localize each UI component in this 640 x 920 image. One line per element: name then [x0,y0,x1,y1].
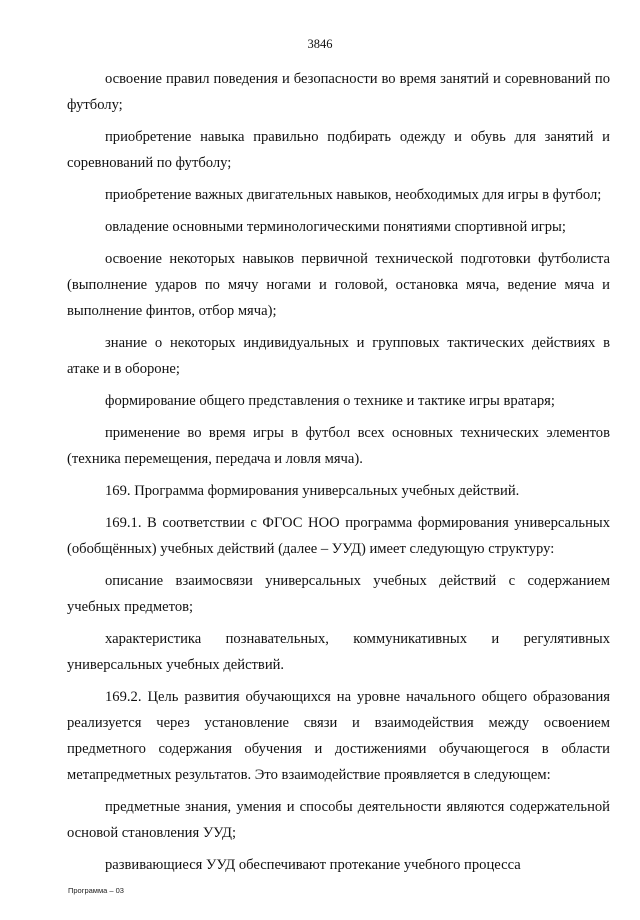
paragraph: развивающиеся УУД обеспечивают протекание учебного процесса [105,857,521,873]
paragraph: формирование общего представления о технике и тактике игры вратаря; [105,393,555,409]
section-heading: 169. Программа формирования универсальных учебных действий. [105,483,520,499]
paragraph: освоение правил поведения и безопасности во время занятий и соревнований по футболу; [67,71,610,113]
paragraph: характеристика познавательных, коммуникативных и регулятивных универсальных учебных действий. [67,631,610,673]
paragraph: приобретение важных двигательных навыков, необходимых для игры в футбол; [105,187,602,203]
paragraph: овладение основными терминологическими понятиями спортивной игры; [105,219,566,235]
document-body [67,66,610,884]
paragraph: применение во время игры в футбол всех основных технических элементов (техника перемещения, передача и ловля мяча). [67,425,610,467]
paragraph: приобретение навыка правильно подбирать одежду и обувь для занятий и соревнований по футболу; [67,129,610,171]
page-number: 3846 [307,37,333,51]
paragraph: 169.1. В соответствии с ФГОС НОО программа формирования универсальных (обобщённых) учебных действий (далее – УУД) имеет следующую структуру: [67,515,610,557]
paragraph: знание о некоторых индивидуальных и групповых тактических действиях в атаке и в обороне; [67,335,610,377]
footer-label: Программа – 03 [68,886,124,895]
paragraph: освоение некоторых навыков первичной технической подготовки футболиста (выполнение ударов по мячу ногами и головой, остановка мяча, ведение мяча и выполнение финтов, отбор мяча); [67,251,610,319]
paragraph: 169.2. Цель развития обучающихся на уровне начального общего образования реализуется через установление связи и взаимодействия между освоением предметного содержания обучения и достижениями обучающегося в области метапредметных результатов. Это взаимодействие проявляется в следующем: [67,689,610,783]
paragraph: описание взаимосвязи универсальных учебных действий с содержанием учебных предметов; [67,573,610,615]
paragraph: предметные знания, умения и способы деятельности являются содержательной основой становления УУД; [67,799,610,841]
